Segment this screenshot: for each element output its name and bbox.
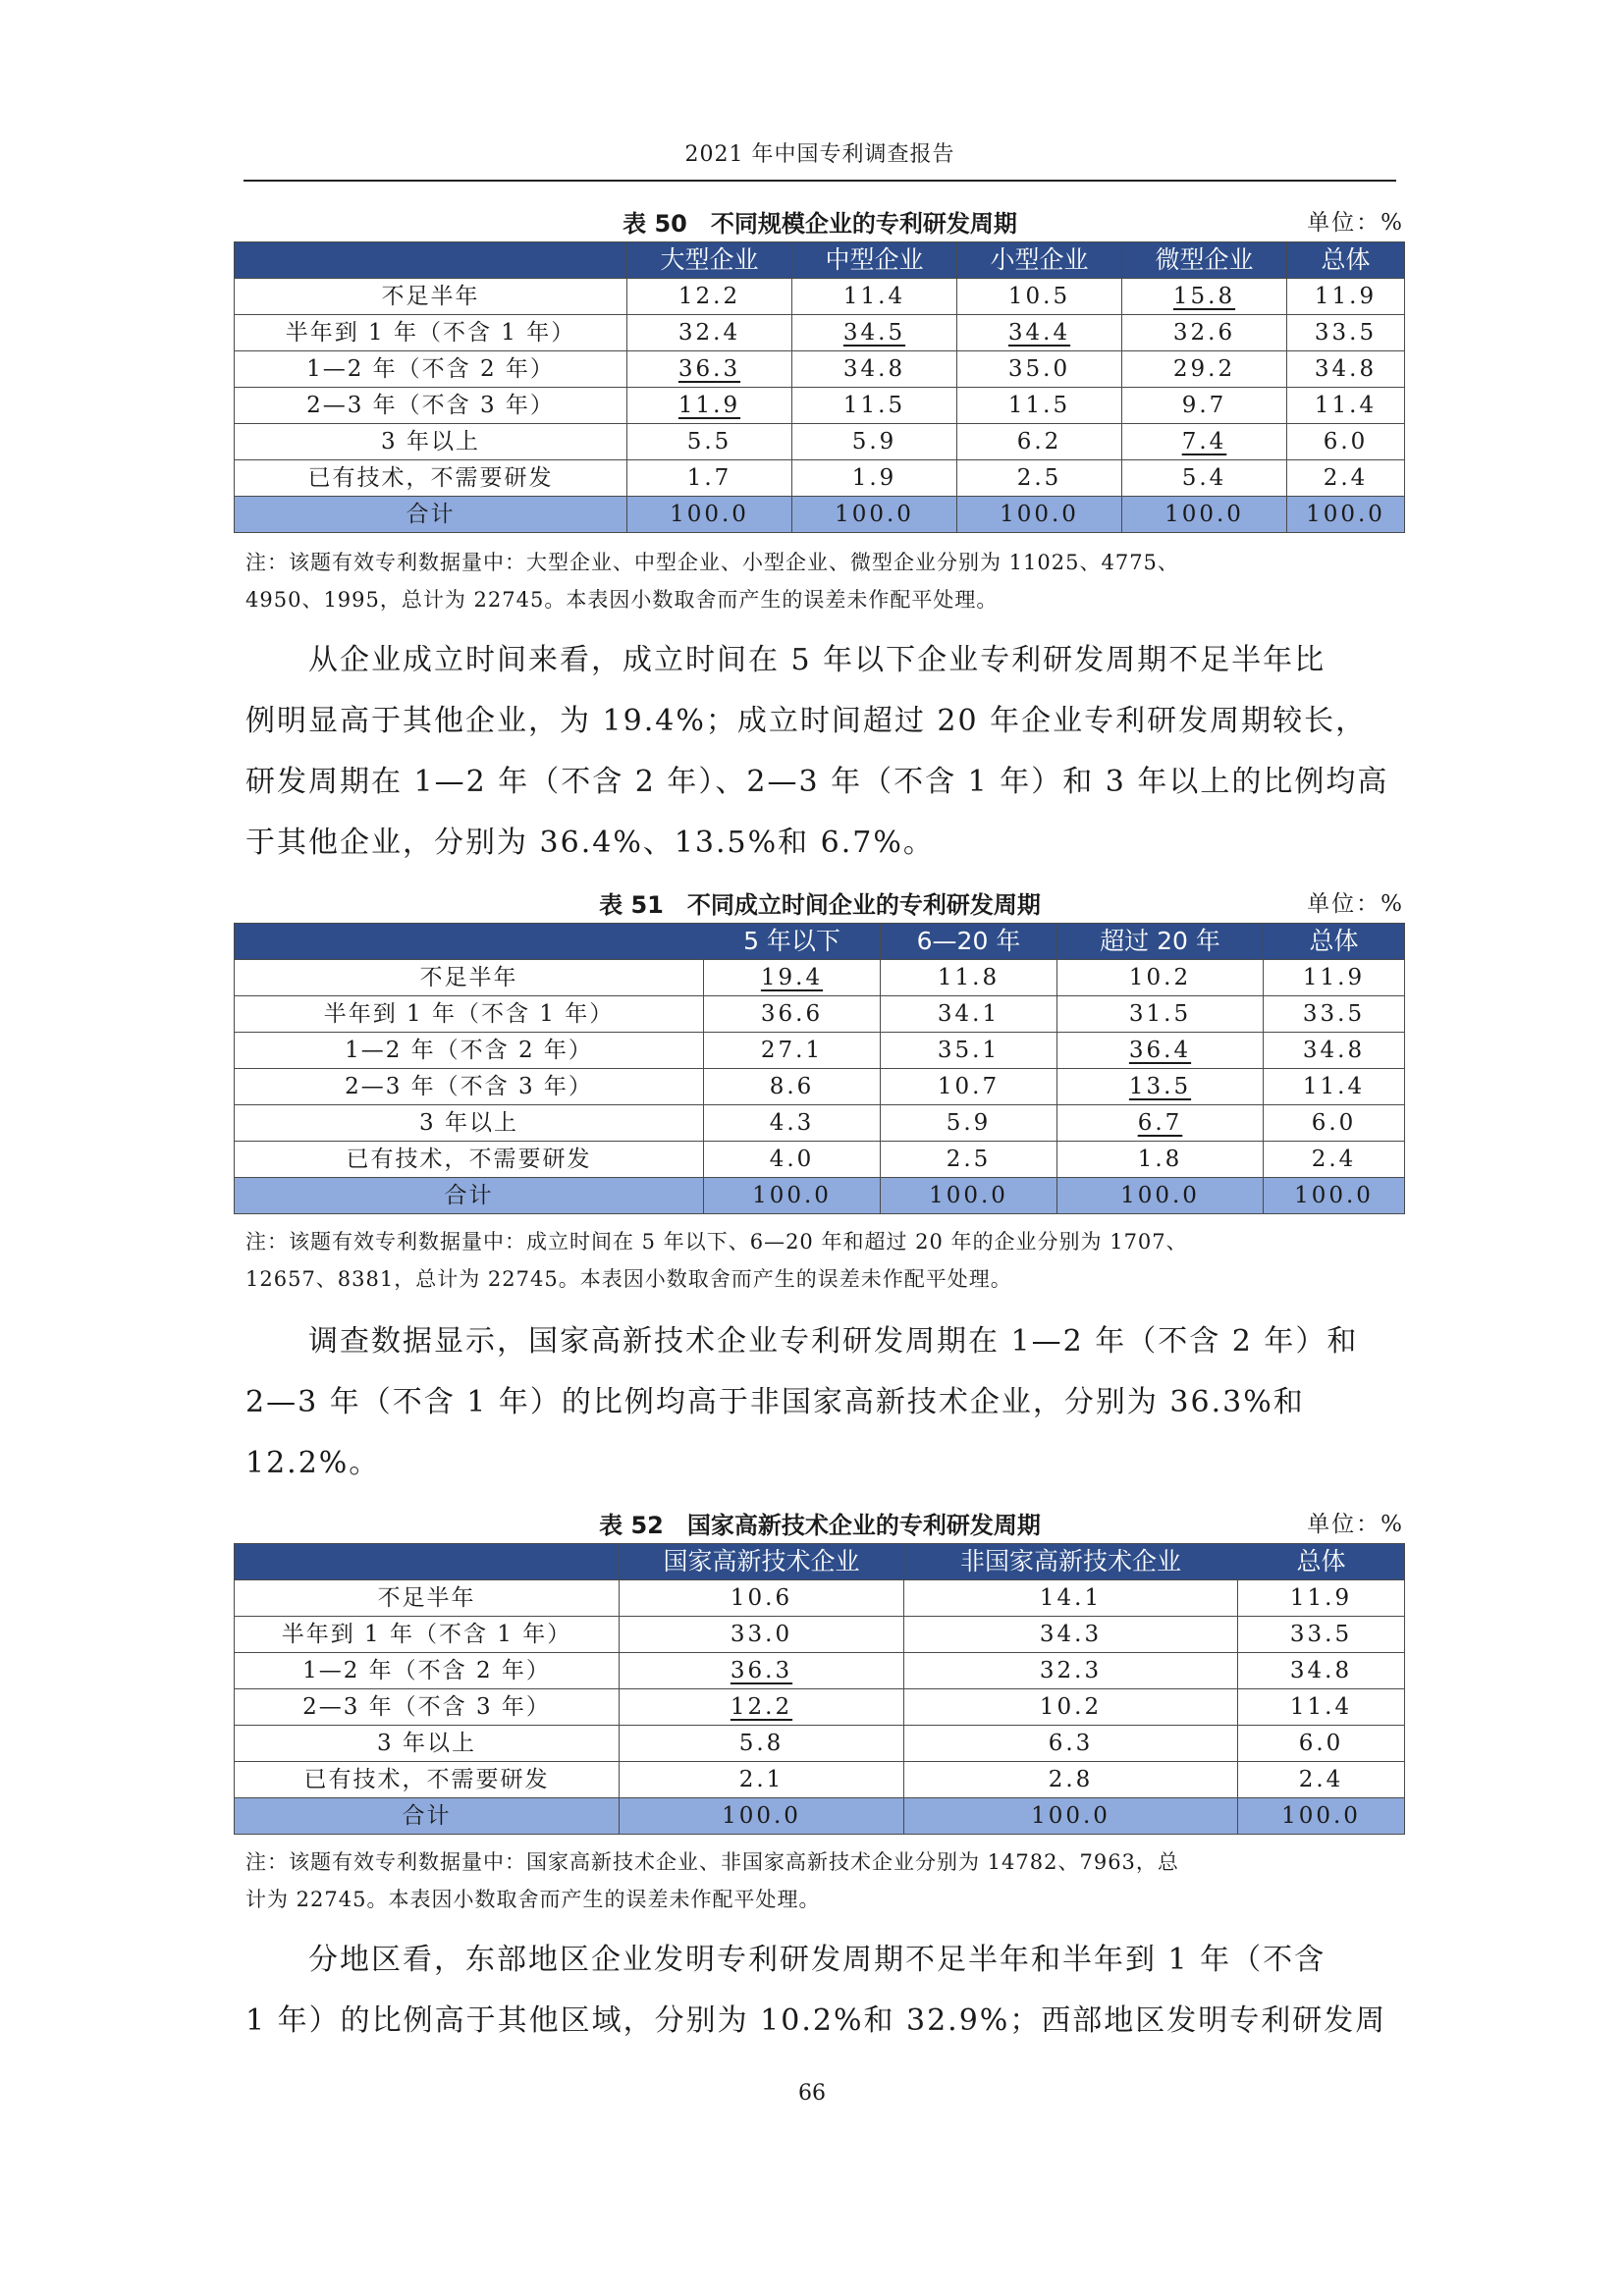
- cell: [1122, 424, 1287, 460]
- body-paragraph: [245, 1930, 1394, 2052]
- paragraph-line: 12.2%。: [245, 1446, 381, 1480]
- paragraph-line: 调查数据显示，国家高新技术企业专利研发周期在 1—2 年（不含 2 年）和: [308, 1324, 1359, 1359]
- cell: [1057, 1105, 1264, 1142]
- cell: [1057, 1033, 1264, 1069]
- row-label: 1—2 年（不含 2 年）: [235, 351, 627, 388]
- header-rule: [244, 180, 1396, 182]
- cell: 5.9: [881, 1105, 1057, 1142]
- row-label: 合计: [235, 1178, 704, 1214]
- table-row: [235, 1617, 1405, 1653]
- table-row: [235, 1580, 1405, 1617]
- cell: 2.5: [881, 1142, 1057, 1178]
- row-label: 不足半年: [235, 279, 627, 315]
- cell: 10.5: [957, 279, 1122, 315]
- highlighted-value: 34.4: [1007, 320, 1071, 346]
- highlighted-value: 11.9: [677, 393, 741, 418]
- cell: 100.0: [904, 1798, 1238, 1835]
- cell: 2.5: [957, 460, 1122, 497]
- table52-note: [245, 1843, 1394, 1918]
- cell: 100.0: [1122, 497, 1287, 533]
- cell: 31.5: [1057, 996, 1264, 1033]
- paragraph-line: 从企业成立时间来看，成立时间在 5 年以下企业专利研发周期不足半年比: [308, 643, 1326, 677]
- cell: 11.9: [1287, 279, 1405, 315]
- column-header: 总体: [1287, 242, 1405, 279]
- table51-note: [245, 1223, 1394, 1298]
- cell: 10.2: [1057, 960, 1264, 996]
- total-row: [235, 497, 1405, 533]
- cell: 11.9: [1238, 1580, 1405, 1617]
- table52-title: 表 52 国家高新技术企业的专利研发周期: [599, 1512, 1041, 1539]
- cell: [620, 1689, 904, 1726]
- cell: 11.5: [792, 388, 957, 424]
- cell: 100.0: [627, 497, 792, 533]
- note-line: 注：该题有效专利数据量中：国家高新技术企业、非国家高新技术企业分别为 14782、7963，总: [245, 1850, 1179, 1874]
- row-label: 2—3 年（不含 3 年）: [235, 1689, 620, 1726]
- cell: 8.6: [704, 1069, 881, 1105]
- table50: [234, 241, 1405, 533]
- cell: 33.5: [1287, 315, 1405, 351]
- cell: 2.1: [620, 1762, 904, 1798]
- column-header: 微型企业: [1122, 242, 1287, 279]
- cell: 11.5: [957, 388, 1122, 424]
- cell: 35.0: [957, 351, 1122, 388]
- cell: 11.4: [1238, 1689, 1405, 1726]
- table-row: [235, 351, 1405, 388]
- table51-caption: [236, 885, 1404, 917]
- highlighted-value: 36.4: [1128, 1038, 1192, 1063]
- row-label: 不足半年: [235, 1580, 620, 1617]
- cell: [957, 315, 1122, 351]
- table-row: [235, 1033, 1405, 1069]
- table-header-row: [235, 1544, 1405, 1580]
- column-header: 5 年以下: [704, 924, 881, 960]
- cell: 100.0: [792, 497, 957, 533]
- cell: [620, 1653, 904, 1689]
- note-line: 4950、1995，总计为 22745。本表因小数取舍而产生的误差未作配平处理。: [245, 588, 999, 612]
- cell: 34.8: [1238, 1653, 1405, 1689]
- table-row: [235, 1726, 1405, 1762]
- row-label: 2—3 年（不含 3 年）: [235, 388, 627, 424]
- paragraph-line: 2—3 年（不含 1 年）的比例均高于非国家高新技术企业，分别为 36.3%和: [245, 1385, 1305, 1419]
- cell: 34.8: [1287, 351, 1405, 388]
- cell: 11.4: [1287, 388, 1405, 424]
- cell: 5.5: [627, 424, 792, 460]
- row-label: 合计: [235, 1798, 620, 1835]
- cell: 100.0: [1238, 1798, 1405, 1835]
- table-row: [235, 960, 1405, 996]
- table-row: [235, 1142, 1405, 1178]
- body-paragraph: [245, 630, 1394, 874]
- table-row: [235, 1105, 1405, 1142]
- highlighted-value: 36.3: [677, 356, 741, 382]
- cell: 100.0: [1287, 497, 1405, 533]
- table-row: [235, 1653, 1405, 1689]
- highlighted-value: 36.3: [730, 1658, 793, 1683]
- cell: 32.4: [627, 315, 792, 351]
- cell: 2.8: [904, 1762, 1238, 1798]
- row-label: 3 年以上: [235, 424, 627, 460]
- table52: [234, 1543, 1405, 1835]
- cell: 1.7: [627, 460, 792, 497]
- row-label: 半年到 1 年（不含 1 年）: [235, 1617, 620, 1653]
- page-number: 66: [798, 2081, 826, 2106]
- table52-unit: 单位：%: [1307, 1512, 1404, 1537]
- note-line: 计为 22745。本表因小数取舍而产生的误差未作配平处理。: [245, 1888, 821, 1911]
- paragraph-line: 研发周期在 1—2 年（不含 2 年）、2—3 年（不含 1 年）和 3 年以上的比例均高: [245, 765, 1389, 799]
- cell: 11.4: [792, 279, 957, 315]
- cell: 1.9: [792, 460, 957, 497]
- cell: [792, 315, 957, 351]
- cell: 32.6: [1122, 315, 1287, 351]
- table52-caption: [236, 1506, 1404, 1537]
- note-line: 12657、8381，总计为 22745。本表因小数取舍而产生的误差未作配平处理。: [245, 1267, 1012, 1291]
- table-header-row: [235, 242, 1405, 279]
- cell: 2.4: [1238, 1762, 1405, 1798]
- cell: 4.0: [704, 1142, 881, 1178]
- highlighted-value: 19.4: [760, 965, 824, 990]
- column-header: 小型企业: [957, 242, 1122, 279]
- body-paragraph: [245, 1311, 1394, 1494]
- row-label: 不足半年: [235, 960, 704, 996]
- table-row: [235, 424, 1405, 460]
- table51-title: 表 51 不同成立时间企业的专利研发周期: [599, 891, 1041, 919]
- note-line: 注：该题有效专利数据量中：大型企业、中型企业、小型企业、微型企业分别为 11025、4775、: [245, 551, 1179, 574]
- table-row: [235, 1689, 1405, 1726]
- total-row: [235, 1178, 1405, 1214]
- cell: 11.9: [1264, 960, 1405, 996]
- table-row: [235, 388, 1405, 424]
- cell: 33.0: [620, 1617, 904, 1653]
- highlighted-value: 7.4: [1181, 429, 1227, 454]
- cell: 34.3: [904, 1617, 1238, 1653]
- note-line: 注：该题有效专利数据量中：成立时间在 5 年以下、6—20 年和超过 20 年的企业分别为 1707、: [245, 1230, 1188, 1254]
- cell: 5.9: [792, 424, 957, 460]
- running-header: 2021 年中国专利调查报告: [684, 142, 955, 167]
- paragraph-line: 于其他企业，分别为 36.4%、13.5%和 6.7%。: [245, 826, 935, 860]
- row-label: 已有技术，不需要研发: [235, 460, 627, 497]
- cell: 10.7: [881, 1069, 1057, 1105]
- cell: 100.0: [881, 1178, 1057, 1214]
- cell: 6.3: [904, 1726, 1238, 1762]
- total-row: [235, 1798, 1405, 1835]
- row-label: 已有技术，不需要研发: [235, 1142, 704, 1178]
- cell: [627, 388, 792, 424]
- cell: 36.6: [704, 996, 881, 1033]
- highlighted-value: 6.7: [1137, 1110, 1183, 1136]
- row-label: 半年到 1 年（不含 1 年）: [235, 315, 627, 351]
- table50-title: 表 50 不同规模企业的专利研发周期: [623, 210, 1017, 238]
- cell: 6.0: [1264, 1105, 1405, 1142]
- cell: [704, 960, 881, 996]
- cell: 100.0: [1264, 1178, 1405, 1214]
- row-label: 2—3 年（不含 3 年）: [235, 1069, 704, 1105]
- header-corner: [235, 924, 704, 960]
- table50-note: [245, 544, 1394, 618]
- cell: 6.0: [1287, 424, 1405, 460]
- highlighted-value: 34.5: [842, 320, 906, 346]
- column-header: 超过 20 年: [1057, 924, 1264, 960]
- cell: 5.8: [620, 1726, 904, 1762]
- cell: 9.7: [1122, 388, 1287, 424]
- cell: 11.4: [1264, 1069, 1405, 1105]
- cell: 29.2: [1122, 351, 1287, 388]
- cell: 33.5: [1238, 1617, 1405, 1653]
- cell: 33.5: [1264, 996, 1405, 1033]
- cell: 11.8: [881, 960, 1057, 996]
- cell: 34.8: [1264, 1033, 1405, 1069]
- cell: 32.3: [904, 1653, 1238, 1689]
- cell: 6.0: [1238, 1726, 1405, 1762]
- row-label: 已有技术，不需要研发: [235, 1762, 620, 1798]
- cell: 34.1: [881, 996, 1057, 1033]
- cell: 27.1: [704, 1033, 881, 1069]
- cell: 1.8: [1057, 1142, 1264, 1178]
- column-header: 总体: [1264, 924, 1405, 960]
- cell: 34.8: [792, 351, 957, 388]
- table-row: [235, 996, 1405, 1033]
- cell: 5.4: [1122, 460, 1287, 497]
- row-label: 3 年以上: [235, 1105, 704, 1142]
- table-row: [235, 460, 1405, 497]
- cell: 100.0: [1057, 1178, 1264, 1214]
- table50-unit: 单位：%: [1307, 210, 1404, 236]
- table-row: [235, 315, 1405, 351]
- column-header: 大型企业: [627, 242, 792, 279]
- cell: 12.2: [627, 279, 792, 315]
- cell: 14.1: [904, 1580, 1238, 1617]
- header-corner: [235, 242, 627, 279]
- row-label: 合计: [235, 497, 627, 533]
- table51: [234, 923, 1405, 1214]
- highlighted-value: 13.5: [1128, 1074, 1192, 1099]
- cell: [627, 351, 792, 388]
- paragraph-line: 分地区看，东部地区企业发明专利研发周期不足半年和半年到 1 年（不含: [308, 1943, 1326, 1977]
- column-header: 国家高新技术企业: [620, 1544, 904, 1580]
- highlighted-value: 12.2: [730, 1694, 793, 1720]
- cell: 4.3: [704, 1105, 881, 1142]
- row-label: 1—2 年（不含 2 年）: [235, 1653, 620, 1689]
- row-label: 1—2 年（不含 2 年）: [235, 1033, 704, 1069]
- table50-caption: [236, 204, 1404, 236]
- highlighted-value: 15.8: [1172, 284, 1236, 309]
- cell: 10.6: [620, 1580, 904, 1617]
- cell: 2.4: [1287, 460, 1405, 497]
- row-label: 半年到 1 年（不含 1 年）: [235, 996, 704, 1033]
- cell: 10.2: [904, 1689, 1238, 1726]
- cell: 35.1: [881, 1033, 1057, 1069]
- table-row: [235, 1069, 1405, 1105]
- table-header-row: [235, 924, 1405, 960]
- cell: [1057, 1069, 1264, 1105]
- table-row: [235, 1762, 1405, 1798]
- table-row: [235, 279, 1405, 315]
- paragraph-line: 例明显高于其他企业，为 19.4%；成立时间超过 20 年企业专利研发周期较长，: [245, 704, 1368, 738]
- column-header: 总体: [1238, 1544, 1405, 1580]
- cell: 2.4: [1264, 1142, 1405, 1178]
- paragraph-line: 1 年）的比例高于其他区域，分别为 10.2%和 32.9%；西部地区发明专利研发周: [245, 2003, 1387, 2038]
- column-header: 非国家高新技术企业: [904, 1544, 1238, 1580]
- column-header: 6—20 年: [881, 924, 1057, 960]
- cell: 6.2: [957, 424, 1122, 460]
- cell: [1122, 279, 1287, 315]
- cell: 100.0: [704, 1178, 881, 1214]
- cell: 100.0: [620, 1798, 904, 1835]
- row-label: 3 年以上: [235, 1726, 620, 1762]
- cell: 100.0: [957, 497, 1122, 533]
- header-corner: [235, 1544, 620, 1580]
- table51-unit: 单位：%: [1307, 891, 1404, 917]
- column-header: 中型企业: [792, 242, 957, 279]
